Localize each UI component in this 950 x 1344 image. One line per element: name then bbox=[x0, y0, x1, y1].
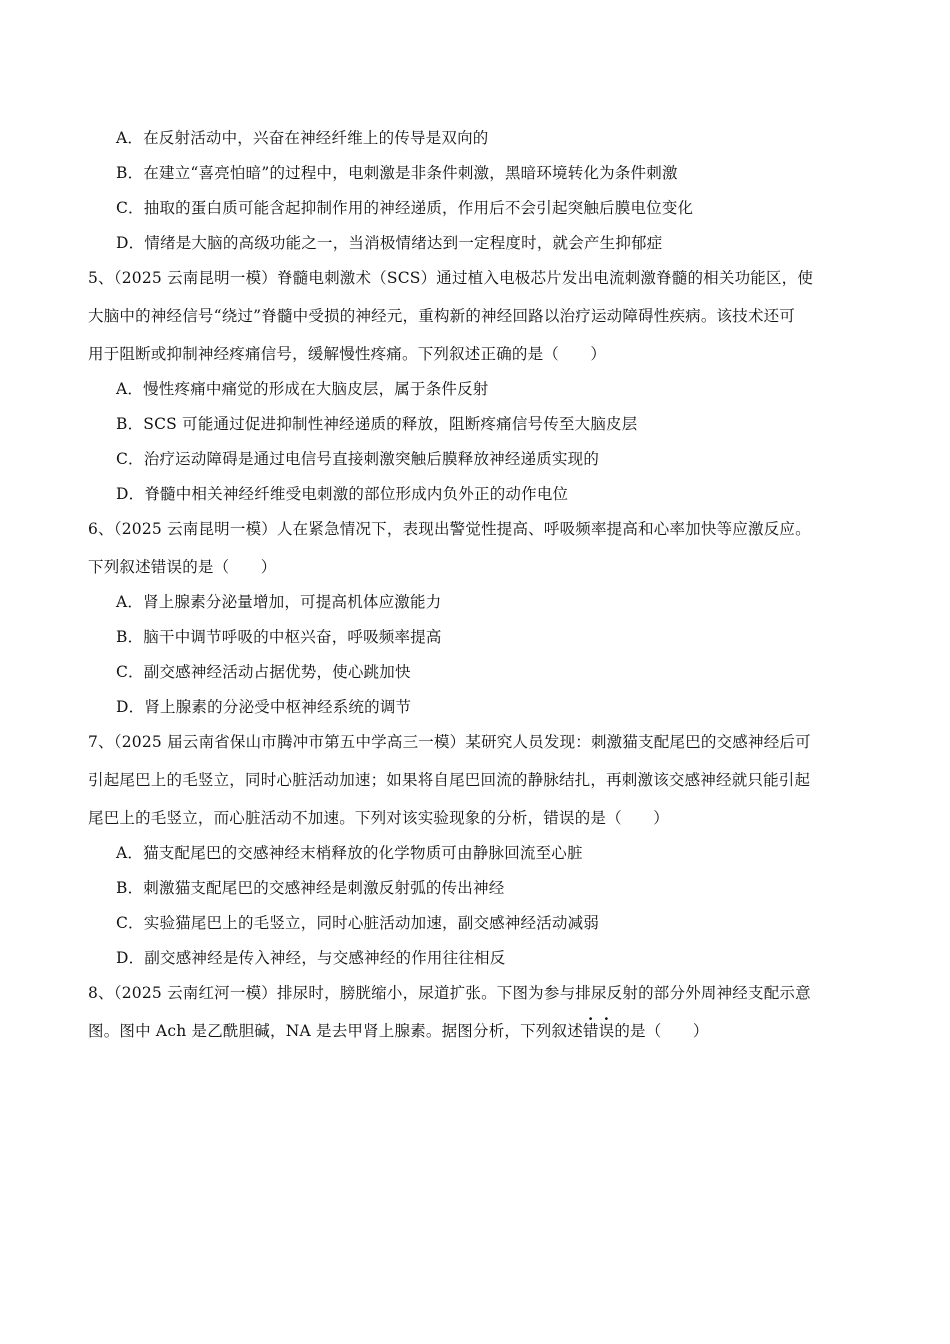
q4-option-b: B．在建立“喜亮怕暗”的过程中，电刺激是非条件刺激，黑暗环境转化为条件刺激 bbox=[116, 164, 678, 182]
q8-stem-line-2-end: 的是（ ） bbox=[614, 1022, 709, 1040]
q7-stem-line-3: 尾巴上的毛竖立，而心脏活动不加速。下列对该实验现象的分析，错误的是（ ） bbox=[88, 809, 669, 827]
emphasis-char-2: 误 bbox=[598, 1022, 615, 1040]
q6-stem-line-2: 下列叙述错误的是（ ） bbox=[88, 558, 277, 576]
q4-option-c: C．抽取的蛋白质可能含起抑制作用的神经递质，作用后不会引起突触后膜电位变化 bbox=[116, 199, 694, 217]
q4-option-a: A．在反射活动中，兴奋在神经纤维上的传导是双向的 bbox=[116, 129, 489, 147]
q7-option-d: D．副交感神经是传入神经，与交感神经的作用往往相反 bbox=[116, 949, 506, 967]
q8-stem-line-2-text: 图。图中 Ach 是乙酰胆碱，NA 是去甲肾上腺素。据图分析，下列叙述 bbox=[88, 1022, 583, 1040]
q4-option-d: D．情绪是大脑的高级功能之一，当消极情绪达到一定程度时，就会产生抑郁症 bbox=[116, 234, 663, 252]
q8-stem-line-1: 8、（2025 云南红河一模）排尿时，膀胱缩小，尿道扩张。下图为参与排尿反射的部分外周神经支配示意 bbox=[88, 984, 811, 1002]
q7-stem-line-1: 7、（2025 届云南省保山市腾冲市第五中学高三一模）某研究人员发现：刺激猫支配尾巴的交感神经后可 bbox=[88, 733, 811, 751]
emphasis-char-1: 错 bbox=[582, 1022, 599, 1040]
q5-option-c: C．治疗运动障碍是通过电信号直接刺激突触后膜释放神经递质实现的 bbox=[116, 450, 600, 468]
q7-option-c: C．实验猫尾巴上的毛竖立，同时心脏活动加速，副交感神经活动减弱 bbox=[116, 914, 600, 932]
q5-option-b: B．SCS 可能通过促进抑制性神经递质的释放，阻断疼痛信号传至大脑皮层 bbox=[116, 415, 638, 433]
q7-option-a: A．猫支配尾巴的交感神经末梢释放的化学物质可由静脉回流至心脏 bbox=[116, 844, 583, 862]
q6-stem-line-1: 6、（2025 云南昆明一模）人在紧急情况下，表现出警觉性提高、呼吸频率提高和心率加快等应激反应。 bbox=[88, 520, 811, 538]
q7-option-b: B．刺激猫支配尾巴的交感神经是刺激反射弧的传出神经 bbox=[116, 879, 505, 897]
q6-option-c: C．副交感神经活动占据优势，使心跳加快 bbox=[116, 663, 411, 681]
q5-stem-line-2: 大脑中的神经信号“绕过”脊髓中受损的神经元，重构新的神经回路以治疗运动障碍性疾病。该技术还可 bbox=[88, 307, 796, 325]
q7-stem-line-2: 引起尾巴上的毛竖立，同时心脏活动加速；如果将自尾巴回流的静脉结扎，再刺激该交感神经就只能引起 bbox=[88, 771, 811, 789]
q6-option-a: A．肾上腺素分泌量增加，可提高机体应激能力 bbox=[116, 593, 442, 611]
q5-stem-line-3: 用于阻断或抑制神经疼痛信号，缓解慢性疼痛。下列叙述正确的是（ ） bbox=[88, 345, 607, 363]
q5-option-d: D．脊髓中相关神经纤维受电刺激的部位形成内负外正的动作电位 bbox=[116, 485, 569, 503]
q5-stem-line-1: 5、（2025 云南昆明一模）脊髓电刺激术（SCS）通过植入电极芯片发出电流刺激脊髓的相关功能区，使 bbox=[88, 269, 814, 287]
q8-stem-line-2 bbox=[88, 1021, 709, 1041]
q5-option-a: A．慢性疼痛中痛觉的形成在大脑皮层，属于条件反射 bbox=[116, 380, 489, 398]
q6-option-b: B．脑干中调节呼吸的中枢兴奋，呼吸频率提高 bbox=[116, 628, 442, 646]
q6-option-d: D．肾上腺素的分泌受中枢神经系统的调节 bbox=[116, 698, 412, 716]
